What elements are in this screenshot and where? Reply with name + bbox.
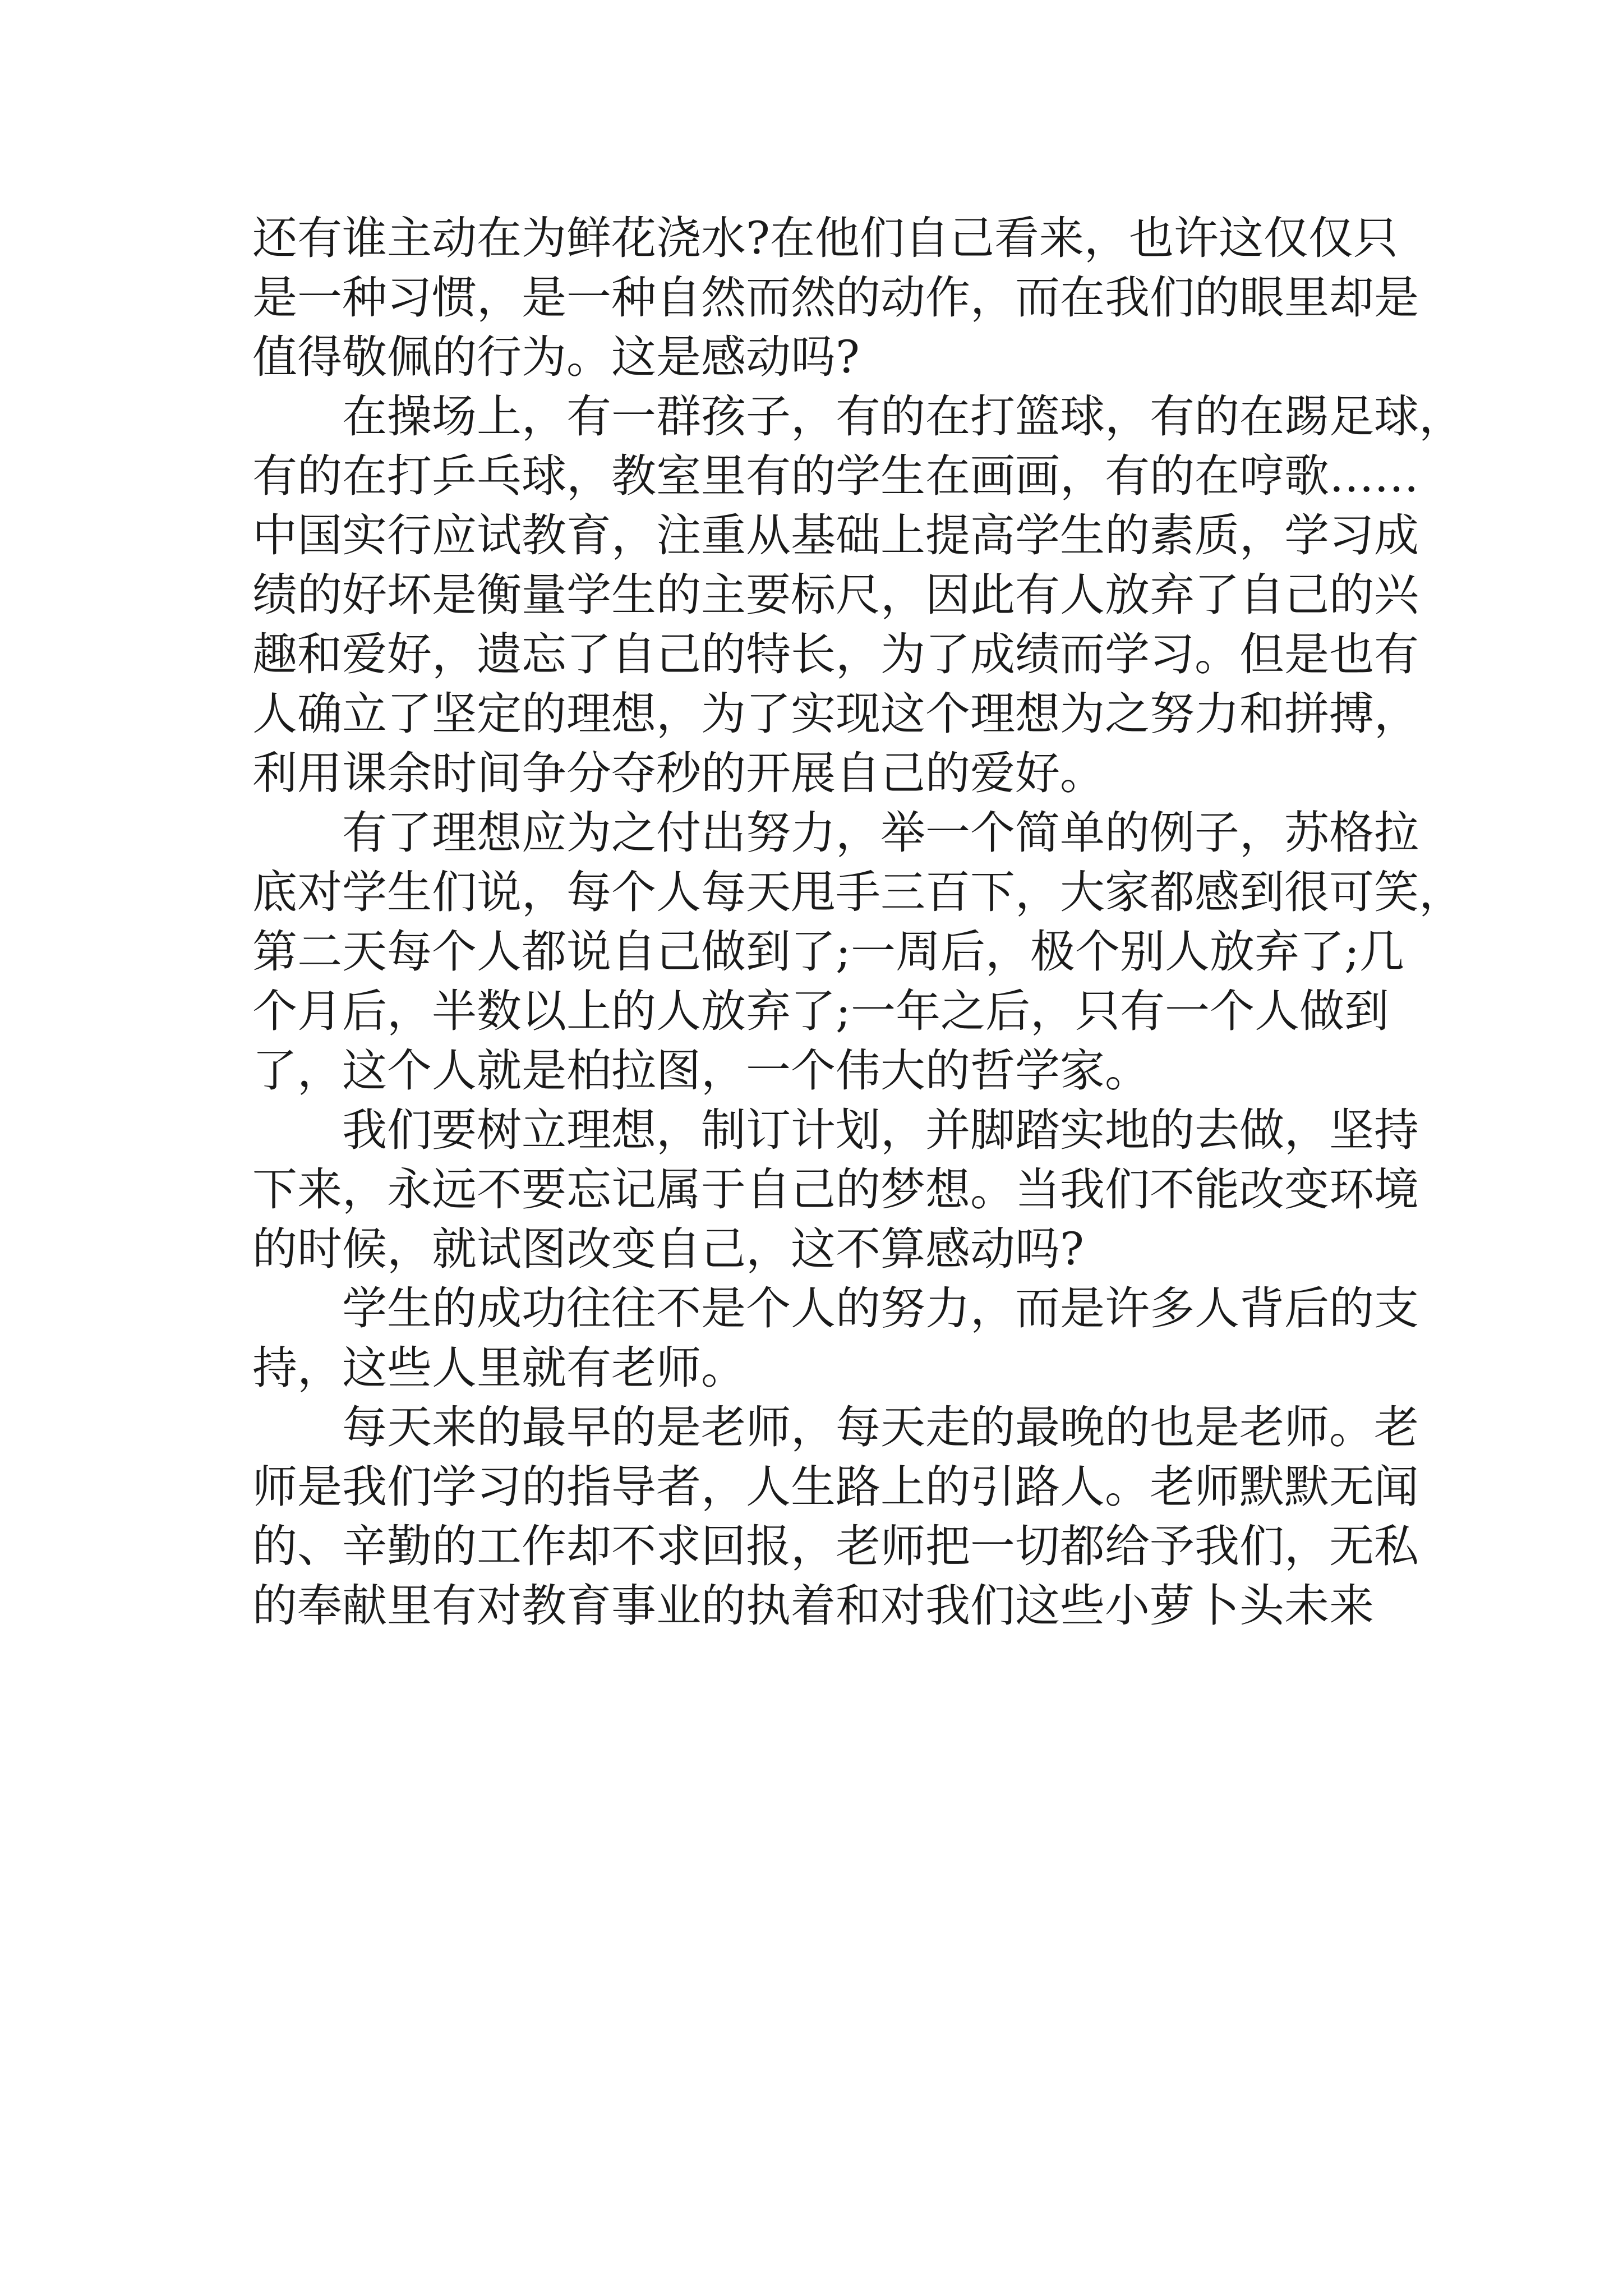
text-line: 利用课余时间争分夺秒的开展自己的爱好。 — [252, 747, 1105, 799]
paragraph-4 — [252, 1101, 1419, 1279]
text-line: 的奉献里有对教育事业的执着和对我们这些小萝卜头未来 — [252, 1580, 1374, 1632]
text-line: 有的在打乒乓球，教室里有的学生在画画，有的在哼歌…… — [252, 450, 1419, 502]
text-line: 的、辛勤的工作却不求回报，老师把一切都给予我们，无私 — [252, 1520, 1419, 1572]
text-line: 了，这个人就是柏拉图，一个伟大的哲学家。 — [252, 1045, 1150, 1097]
document-body — [252, 209, 1464, 1636]
text-line: 还有谁主动在为鲜花浇水?在他们自己看来，也许这仅仅只 — [252, 212, 1398, 264]
paragraph-2 — [252, 387, 1464, 803]
text-line: 第二天每个人都说自己做到了;一周后，极个别人放弃了;几 — [252, 926, 1404, 978]
paragraph-5 — [252, 1279, 1419, 1398]
text-line: 我们要树立理想，制订计划，并脚踏实地的去做，坚持 — [342, 1104, 1419, 1156]
text-line: 趣和爱好，遗忘了自己的特长，为了成绩而学习。但是也有 — [252, 628, 1419, 680]
text-line: 下来，永远不要忘记属于自己的梦想。当我们不能改变环境 — [252, 1163, 1419, 1216]
text-line: 持，这些人里就有老师。 — [252, 1342, 746, 1394]
text-line: 人确立了坚定的理想，为了实现这个理想为之努力和拼搏， — [252, 688, 1419, 740]
text-line: 的时候，就试图改变自己，这不算感动吗? — [252, 1223, 1084, 1275]
paragraph-3 — [252, 803, 1464, 1101]
text-line: 底对学生们说，每个人每天甩手三百下，大家都感到很可笑， — [252, 866, 1464, 918]
text-line: 每天来的最早的是老师，每天走的最晚的也是老师。老 — [342, 1401, 1419, 1453]
paragraph-6 — [252, 1398, 1419, 1636]
text-line: 在操场上，有一群孩子，有的在打篮球，有的在踢足球， — [342, 390, 1464, 443]
paragraph-1 — [252, 209, 1419, 387]
text-line: 中国实行应试教育，注重从基础上提高学生的素质，学习成 — [252, 509, 1419, 562]
text-line: 师是我们学习的指导者，人生路上的引路人。老师默默无闻 — [252, 1461, 1419, 1513]
text-line: 有了理想应为之付出努力，举一个简单的例子，苏格拉 — [342, 807, 1419, 859]
text-line: 绩的好坏是衡量学生的主要标尺，因此有人放弃了自己的兴 — [252, 569, 1419, 621]
text-line: 个月后，半数以上的人放弃了;一年之后，只有一个人做到 — [252, 985, 1389, 1037]
text-line: 学生的成功往往不是个人的努力，而是许多人背后的支 — [342, 1282, 1419, 1335]
text-line: 值得敬佩的行为。这是感动吗? — [252, 331, 860, 383]
text-line: 是一种习惯，是一种自然而然的动作，而在我们的眼里却是 — [252, 272, 1419, 324]
